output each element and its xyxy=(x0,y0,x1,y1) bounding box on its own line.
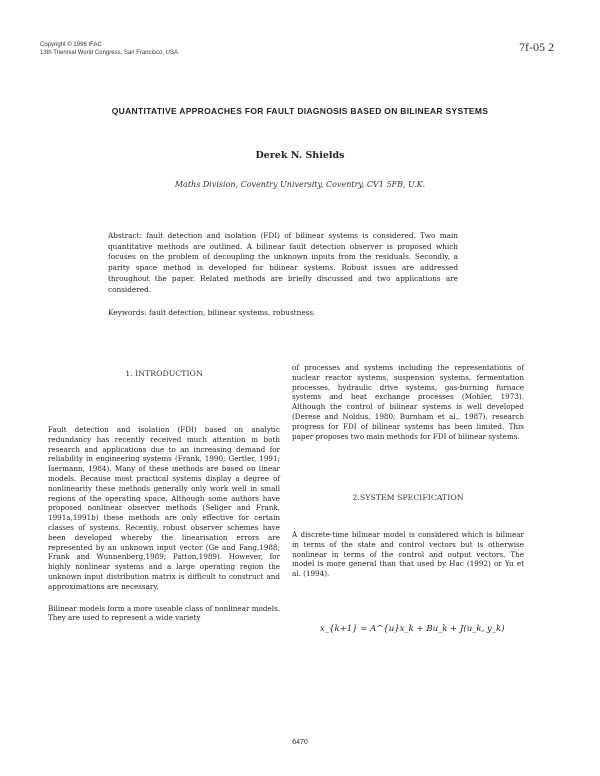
abstract: Abstract: fault detection and isolation (FDI) of bilinear systems is considered. Two main quantitative methods are outlined. A bilinear fault detection observer is proposed which focuses on the problem of decoupling the unknown inputs from the residuals. Secondly, a parity space method is developed for bilinear systems. Robust issues are addressed throughout the paper. Related methods are briefly discussed and two applications are considered. xyxy=(108,231,458,294)
author-name: Derek N. Shields xyxy=(255,150,345,161)
bilinear-model-equation: x_{k+1} = A^{u}x_k + Bu_k + J(u_k, y_k) xyxy=(320,624,505,634)
paper-title: QUANTITATIVE APPROACHES FOR FAULT DIAGNOSIS BASED ON BILINEAR SYSTEMS xyxy=(111,106,489,116)
right-column xyxy=(292,363,524,453)
paper-id: 7f-05 2 xyxy=(519,40,554,54)
copyright-notice xyxy=(40,41,178,57)
left-column xyxy=(48,425,280,635)
right-paragraph-1: of processes and systems including the representations of nuclear reactor systems, suspension systems, fermentation processes, hydraulic drive systems, gas-burning furnace systems and heat exchange processes (Mohler, 1973). Although the control of bilinear systems is well developed (Derese and Noldus, 1980; Burnham et al., 1987), research progress for FDI of bilinear systems has been limited. This paper proposes two main methods for FDI of bilinear systems. xyxy=(292,363,524,441)
copyright-line-1: Copyright © 1996 IFAC xyxy=(40,42,102,48)
intro-paragraph-2: Bilinear models form a more useable class of nonlinear models. They are used to represent a wide variety xyxy=(48,603,280,623)
section-heading-system-specification: 2.SYSTEM SPECIFICATION xyxy=(352,493,464,502)
keywords: Keywords: fault detection, bilinear systems, robustness. xyxy=(108,308,316,317)
section-heading-introduction: 1. INTRODUCTION xyxy=(125,369,203,378)
system-spec-paragraph-1: A discrete-time bilinear model is considered which is bilinear in terms of the state and control vectors but is otherwise nonlinear in terms of the control and output vectors. The model is more general than that used by Hac (1992) or Yu et al. (1994). xyxy=(292,530,524,579)
intro-paragraph-1: Fault detection and isolation (FDI) based on analytic redundancy has recently received much attention in both research and applications due to an increasing demand for reliability in engineering systems (Frank, 1990; Gertler, 1991; Isermann, 1984). Many of these methods are based on linear models. Because most practical systems display a degree of nonlinearity these methods generally only work well in small regions of the operating space. Although some authors have proposed nonlinear observer methods (Seliger and Frank, 1991a,1991b) these methods are only effective for certain classes of systems. Recently, robust observer schemes have been developed whereby the linearisation errors are represented by an unknown input vector (Ge and Fang,1988; Frank and Wunnenberg,1989; Patton,1989). However, for highly nonlinear systems and a large operating region the unknown input distribution matrix is difficult to construct and approximations are necessary. xyxy=(48,425,280,591)
system-spec-body xyxy=(292,530,524,591)
author-affiliation: Maths Division, Coventry University, Coventry, CV1 5FB, U.K. xyxy=(174,180,426,189)
copyright-line-2: 13th Triennial World Congress, San Francisco, USA xyxy=(40,50,178,56)
page-number: 6470 xyxy=(292,739,308,746)
